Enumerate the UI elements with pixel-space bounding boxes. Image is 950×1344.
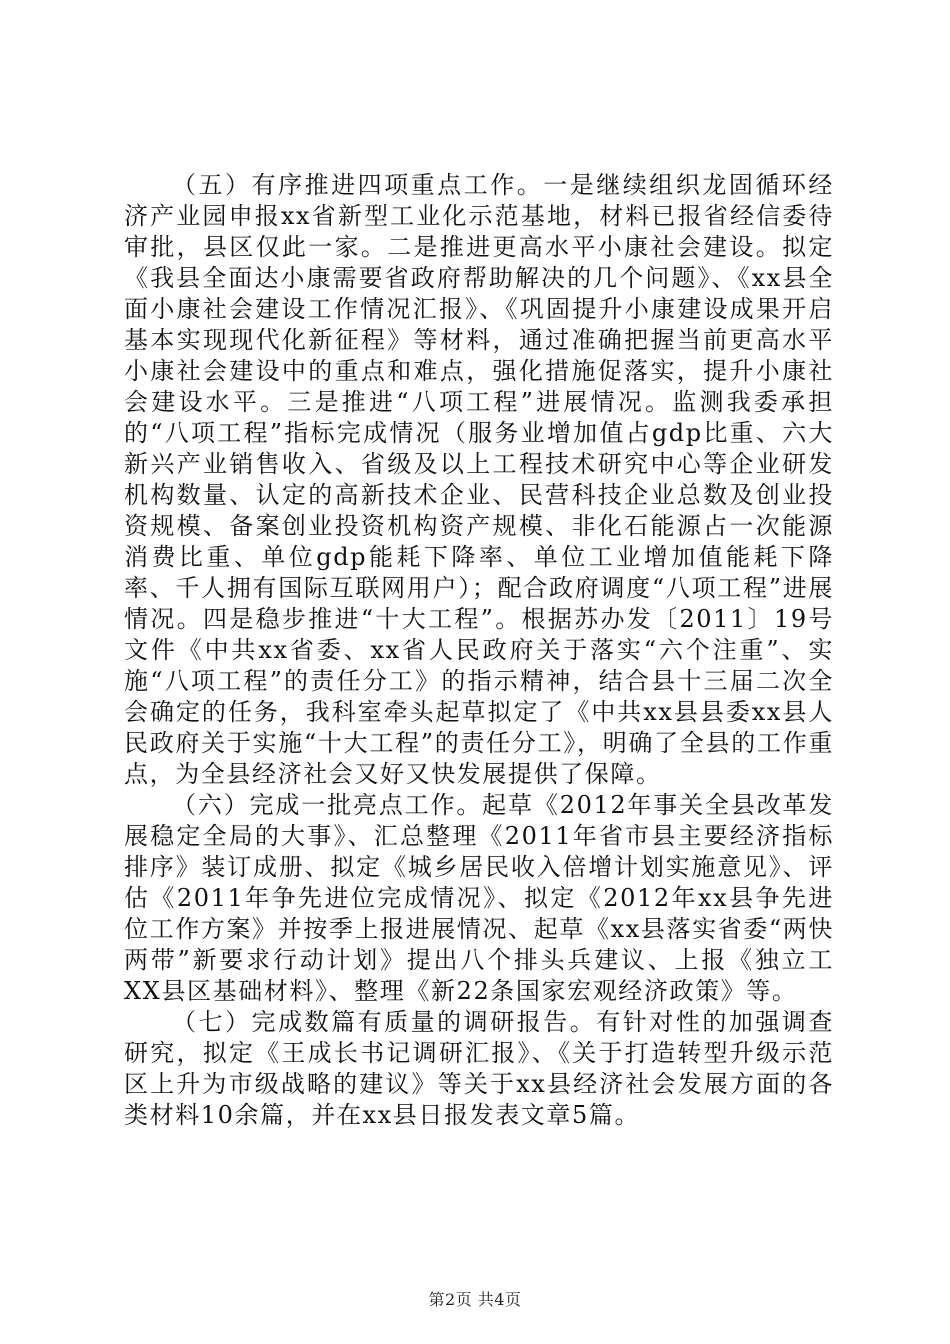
page-number-footer: 第2页 共4页 bbox=[428, 1290, 522, 1309]
paragraph-section-5: （五）有序推进四项重点工作。一是继续组织龙固循环经济产业园申报xx省新型工业化示范基地，材料已报省经信委待审批，县区仅此一家。二是推进更高水平小康社会建设。拟定《我县全面达小康需要省政府帮助解决的几个问题》、《xx县全面小康社会建设工作情况汇报》、《巩固提升小康建设成果开启基本实现现代化新征程》等材料，通过准确把握当前更高水平小康社会建设中的重点和难点，强化措施促落实，提升小康社会建设水平。三是推进“八项工程”进展情况。监测我委承担的“八项工程”指标完成情况（服务业增加值占gdp比重、六大新兴产业销售收入、省级及以上工程技术研究中心等企业研发机构数量、认定的高新技术企业、民营科技企业总数及创业投资规模、备案创业投资机构资产规模、非化石能源占一次能源消费比重、单位gdp能耗下降率、单位工业增加值能耗下降率、千人拥有国际互联网用户）；配合政府调度“八项工程”进展情况。四是稳步推进“十大工程”。根据苏办发〔2011〕19号文件《中共xx省委、xx省人民政府关于落实“六个注重”、实施“八项工程”的责任分工》的指示精神，结合县十三届二次全会确定的任务，我科室牵头起草拟定了《中共xx县县委xx县人民政府关于实施“十大工程”的责任分工》，明确了全县的工作重点，为全县经济社会又好又快发展提供了保障。 bbox=[124, 171, 834, 788]
paragraph-section-7: （七）完成数篇有质量的调研报告。有针对性的加强调查研究，拟定《王成长书记调研汇报》、《关于打造转型升级示范区上升为市级战略的建议》等关于xx县经济社会发展方面的各类材料10余篇，并在xx县日报发表文章5篇。 bbox=[124, 1008, 834, 1129]
paragraph-section-6: （六）完成一批亮点工作。起草《2012年事关全县改革发展稳定全局的大事》、汇总整理《2011年省市县主要经济指标排序》装订成册、拟定《城乡居民收入倍增计划实施意见》、评估《2011年争先进位完成情况》、拟定《2012年xx县争先进位工作方案》并按季上报进展情况、起草《xx县落实省委“两快两带”新要求行动计划》提出八个排头兵建议、上报《独立工XX县区基础材料》、整理《新22条国家宏观经济政策》等。 bbox=[124, 791, 834, 1005]
document-body bbox=[124, 170, 834, 1131]
